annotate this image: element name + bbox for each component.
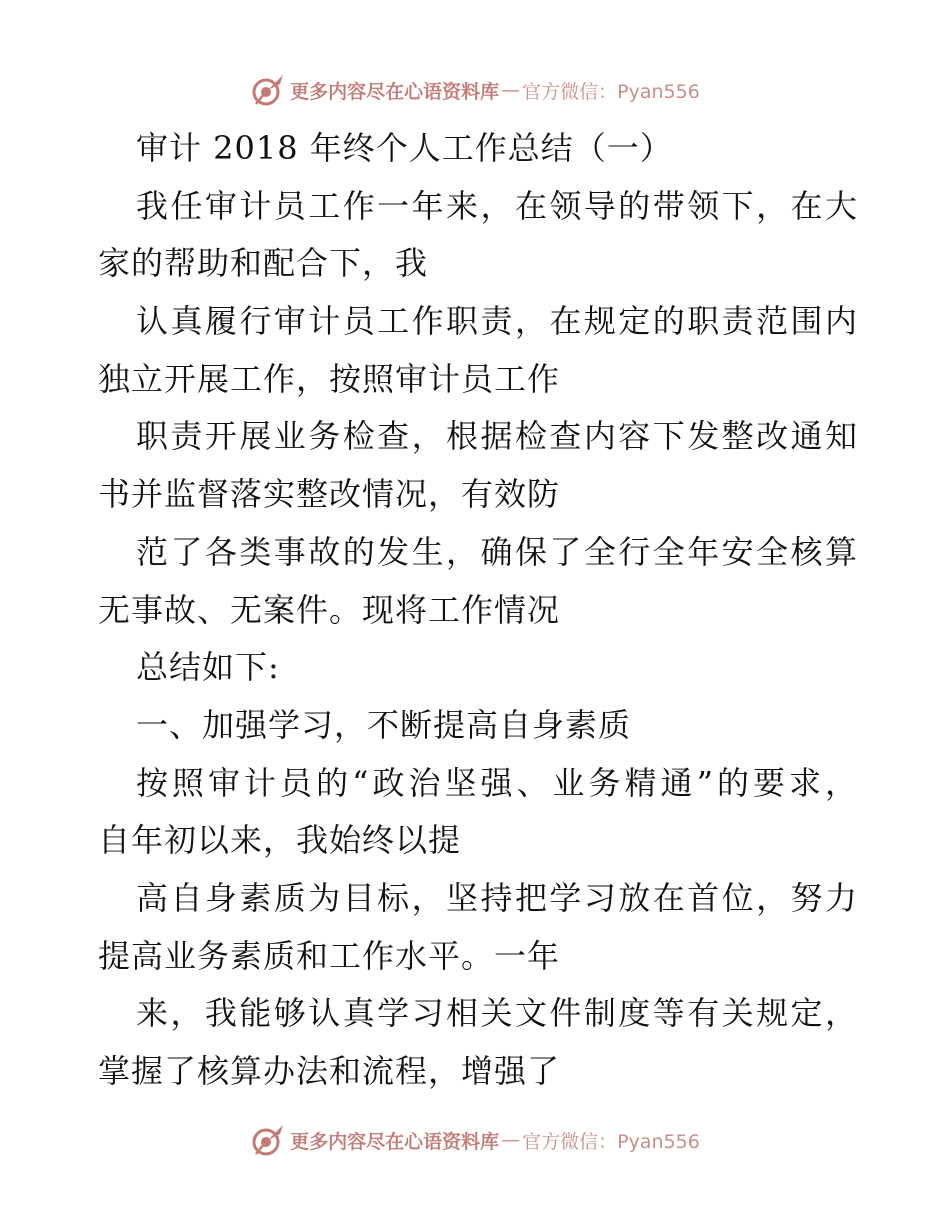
- text-line: 无事故、无案件。现将工作情况: [98, 590, 561, 629]
- section-heading: 一、加强学习，不断提高自身素质: [136, 705, 632, 744]
- quill-pen-logo-icon: [250, 1122, 286, 1158]
- text-line: 自年初以来，我始终以提: [98, 821, 462, 860]
- quill-pen-logo-icon: [250, 72, 286, 108]
- text-line: 提高业务素质和工作水平。一年: [98, 936, 561, 975]
- document-title: 审计 2018 年终个人工作总结（一）: [136, 129, 673, 167]
- text-line: 职责开展业务检查，根据检查内容下发整改通知: [136, 417, 858, 456]
- text-line: 独立开展工作，按照审计员工作: [98, 359, 561, 398]
- watermark-main-text: 更多内容尽在心语资料库: [290, 1130, 500, 1153]
- watermark-wechat-text: 官方微信：Pyan556: [522, 1130, 700, 1153]
- watermark-wechat-text: 官方微信：Pyan556: [522, 80, 700, 103]
- watermark-footer: [0, 1120, 950, 1160]
- document-body: [98, 120, 858, 1101]
- text-line: 来，我能够认真学习相关文件制度等有关规定，: [136, 994, 858, 1033]
- text-line: 按照审计员的“政治坚强、业务精通”的要求，: [136, 763, 858, 802]
- watermark-header: [0, 70, 950, 110]
- text-line: 我任审计员工作一年来，在领导的带领下，在大: [136, 186, 858, 225]
- text-line: 掌握了核算办法和流程，增强了: [98, 1052, 561, 1090]
- text-line: 家的帮助和配合下，我: [98, 244, 429, 283]
- text-line: 高自身素质为目标，坚持把学习放在首位，努力: [136, 878, 858, 917]
- watermark-dash: —: [501, 79, 521, 101]
- text-line: 书并监督落实整改情况，有效防: [98, 475, 561, 514]
- text-line: 总结如下:: [136, 648, 280, 687]
- text-line: 认真履行审计员工作职责，在规定的职责范围内: [136, 302, 858, 341]
- text-line: 范了各类事故的发生，确保了全行全年安全核算: [136, 532, 858, 571]
- watermark-dash: —: [501, 1129, 521, 1151]
- watermark-main-text: 更多内容尽在心语资料库: [290, 80, 500, 103]
